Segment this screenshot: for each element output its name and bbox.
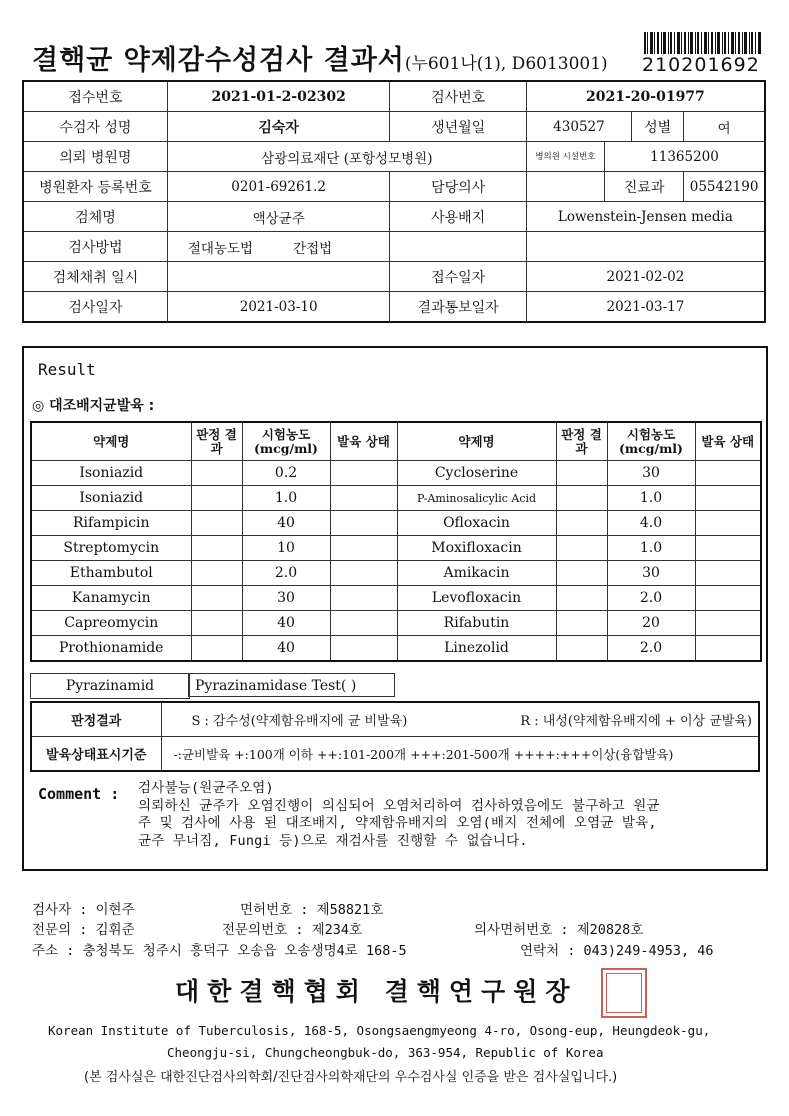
judge-cell	[191, 611, 242, 636]
growth-cell	[330, 486, 397, 511]
conc-cell: 30	[242, 586, 330, 611]
birth-date: 430527	[526, 112, 631, 142]
patient-name: 김숙자	[167, 112, 390, 142]
organization-name: 대한결핵협회 결핵연구원장	[175, 977, 578, 1006]
tester-license: 면허번호 : 제58821호	[240, 902, 384, 918]
col-judge: 판정 결과	[191, 422, 242, 461]
info-row	[23, 262, 765, 292]
drug-name: P-Aminosalicylic Acid	[397, 486, 556, 511]
conc-cell: 2.0	[242, 561, 330, 586]
tester-name: 검사자 : 이현주	[32, 902, 135, 918]
col-judge: 판정 결과	[556, 422, 607, 461]
facility-no: 11365200	[605, 142, 765, 172]
barcode-number: 210201692	[642, 54, 760, 76]
growth-legend-row	[31, 737, 759, 772]
specialist-number: 전문의번호 : 제234호	[222, 922, 363, 938]
test-date: 2021-03-10	[167, 292, 390, 323]
col-conc: 시험농도 (mcg/ml)	[242, 422, 330, 461]
col-drug-name: 약제명	[397, 422, 556, 461]
hospital-name: 삼광의료재단 (포항성모병원)	[167, 142, 526, 172]
hospital-label: 의뢰 병원명	[23, 142, 167, 172]
drug-name: Ethambutol	[31, 561, 191, 586]
patient-info-table	[22, 80, 766, 323]
contact: 연락처 : 043)249-4953, 46	[520, 943, 714, 959]
judge-cell	[556, 511, 607, 536]
comment-label: Comment :	[38, 785, 120, 803]
specimen-label: 검체명	[23, 202, 167, 232]
judge-legend-row	[31, 702, 759, 737]
conc-cell: 10	[242, 536, 330, 561]
drug-name: Isoniazid	[31, 461, 191, 486]
drug-name: Rifabutin	[397, 611, 556, 636]
dept-label: 진료과	[605, 172, 684, 202]
conc-cell: 0.2	[242, 461, 330, 486]
title-code: (누601나(1), D6013001)	[404, 54, 608, 74]
barcode	[644, 32, 762, 54]
judge-cell	[556, 461, 607, 486]
table-row	[31, 561, 761, 586]
drug-name: Prothionamide	[31, 636, 191, 662]
drug-name: Ofloxacin	[397, 511, 556, 536]
drug-name: Rifampicin	[31, 511, 191, 536]
drug-name: Moxifloxacin	[397, 536, 556, 561]
judge-cell	[556, 586, 607, 611]
judge-cell	[191, 636, 242, 662]
collect-date	[167, 262, 390, 292]
comment-line: 검사불능(원균주오염)	[138, 780, 274, 796]
test-no: 2021-20-01977	[526, 81, 765, 112]
growth-cell	[330, 536, 397, 561]
document-title	[32, 38, 608, 77]
growth-legend-label: 발육상태표시기준	[31, 737, 161, 772]
drug-name: Streptomycin	[31, 536, 191, 561]
reception-no-label: 접수번호	[23, 81, 167, 112]
english-address-line1: Korean Institute of Tuberculosis, 168-5, Osongsaengmyeong 4-ro, Osong-eup, Heungdeok-gu,	[48, 1023, 711, 1038]
judge-cell	[191, 536, 242, 561]
method-absolute: 절대농도법	[187, 240, 254, 257]
judge-legend-label: 판정결과	[31, 702, 161, 737]
medium-label: 사용배지	[390, 202, 526, 232]
address: 주소 : 충청북도 청주시 흥덕구 오송읍 오송생명4로 168-5	[32, 943, 407, 959]
growth-cell	[695, 461, 761, 486]
received-label: 접수일자	[390, 262, 526, 292]
judge-cell	[191, 511, 242, 536]
table-row	[31, 536, 761, 561]
table-row	[31, 486, 761, 511]
judge-cell	[556, 486, 607, 511]
specimen-name: 액상균주	[167, 202, 390, 232]
conc-cell: 30	[607, 561, 695, 586]
judge-cell	[556, 636, 607, 662]
info-row	[23, 112, 765, 142]
empty-cell	[390, 232, 526, 262]
certification-note: (본 검사실은 대한진단검사의학회/진단검사의학재단의 우수검사실 인증을 받은 검사실입니다.)	[84, 1070, 618, 1085]
judge-cell	[191, 561, 242, 586]
facility-no-label: 병의원 시설번호	[526, 142, 604, 172]
drug-name: Linezolid	[397, 636, 556, 662]
collect-label: 검체채취 일시	[23, 262, 167, 292]
table-row	[31, 611, 761, 636]
growth-cell	[695, 511, 761, 536]
drug-name: Capreomycin	[31, 611, 191, 636]
comment-text	[138, 780, 660, 850]
comment-line: 의뢰하신 균주가 오염진행이 의심되어 오염처리하여 검사하였음에도 불구하고 원균	[138, 797, 660, 814]
patient-reg-label: 병원환자 등록번호	[23, 172, 167, 202]
col-conc: 시험농도 (mcg/ml)	[607, 422, 695, 461]
patient-reg-no: 0201-69261.2	[167, 172, 390, 202]
dept-code: 05542190	[684, 172, 765, 202]
col-drug-name: 약제명	[31, 422, 191, 461]
test-no-label: 검사번호	[390, 81, 526, 112]
judge-legend-s: S : 감수성(약제함유배지에 균 비발육)	[161, 702, 451, 737]
pyrazinamidase-test: Pyrazinamidase Test( )	[188, 673, 395, 697]
conc-cell: 20	[607, 611, 695, 636]
col-growth: 발육 상태	[330, 422, 397, 461]
info-row	[23, 142, 765, 172]
english-address-line2: Cheongju-si, Chungcheongbuk-do, 363-954, Republic of Korea	[167, 1045, 604, 1060]
conc-cell: 2.0	[607, 636, 695, 662]
conc-cell: 1.0	[607, 536, 695, 561]
judge-cell	[191, 461, 242, 486]
official-seal	[601, 968, 647, 1018]
doctor-label: 담당의사	[390, 172, 526, 202]
drug-table	[30, 421, 762, 662]
col-growth: 발육 상태	[695, 422, 761, 461]
received-date: 2021-02-02	[526, 262, 765, 292]
result-heading: Result	[38, 360, 96, 379]
method-label: 검사방법	[23, 232, 167, 262]
growth-cell	[330, 611, 397, 636]
judge-cell	[556, 561, 607, 586]
growth-cell	[695, 586, 761, 611]
growth-cell	[695, 486, 761, 511]
growth-cell	[330, 636, 397, 662]
table-row	[31, 461, 761, 486]
drug-name: Levofloxacin	[397, 586, 556, 611]
growth-cell	[695, 536, 761, 561]
drug-table-header	[31, 422, 761, 461]
growth-cell	[330, 461, 397, 486]
growth-cell	[695, 561, 761, 586]
sex-value: 여	[684, 112, 765, 142]
comment-line: 균주 무너짐, Fungi 등)으로 재검사를 진행할 수 없습니다.	[138, 832, 528, 849]
growth-cell	[330, 586, 397, 611]
info-row	[23, 172, 765, 202]
drug-name: Amikacin	[397, 561, 556, 586]
conc-cell: 40	[242, 511, 330, 536]
growth-cell	[695, 636, 761, 662]
growth-cell	[330, 561, 397, 586]
pyrazinamide-name: Pyrazinamid	[30, 673, 190, 699]
info-row	[23, 232, 765, 262]
method-values	[167, 232, 390, 262]
method-indirect: 간접법	[293, 240, 333, 257]
birth-label: 생년월일	[390, 112, 526, 142]
control-growth-label: ◎ 대조배지균발육 :	[32, 398, 155, 414]
drug-name: Kanamycin	[31, 586, 191, 611]
growth-cell	[330, 511, 397, 536]
judge-legend-r: R : 내성(약제함유배지에 + 이상 균발육)	[451, 702, 759, 737]
info-row	[23, 292, 765, 323]
conc-cell: 40	[242, 611, 330, 636]
conc-cell: 1.0	[607, 486, 695, 511]
drug-name: Cycloserine	[397, 461, 556, 486]
judge-cell	[556, 536, 607, 561]
specialist-name: 전문의 : 김휘준	[32, 922, 135, 938]
report-date: 2021-03-17	[526, 292, 765, 323]
conc-cell: 4.0	[607, 511, 695, 536]
conc-cell: 30	[607, 461, 695, 486]
doctor-name	[526, 172, 604, 202]
doctor-license: 의사면허번호 : 제20828호	[474, 922, 644, 938]
title-main: 결핵균 약제감수성검사 결과서	[32, 45, 405, 76]
patient-name-label: 수검자 성명	[23, 112, 167, 142]
judge-cell	[191, 586, 242, 611]
comment-line: 주 및 검사에 사용 된 대조배지, 약제함유배지의 오염(배지 전체에 오염균 발육,	[138, 815, 657, 831]
info-row	[23, 202, 765, 232]
judge-cell	[191, 486, 242, 511]
growth-legend-text: -:균비발육 +:100개 이하 ++:101-200개 +++:201-500개 ++++:+++이상(융합발육)	[161, 737, 759, 772]
reception-no: 2021-01-2-02302	[167, 81, 390, 112]
empty-cell	[526, 232, 765, 262]
legend-table	[30, 701, 760, 772]
judge-cell	[556, 611, 607, 636]
conc-cell: 2.0	[607, 586, 695, 611]
info-row	[23, 81, 765, 112]
conc-cell: 1.0	[242, 486, 330, 511]
conc-cell: 40	[242, 636, 330, 662]
growth-cell	[695, 611, 761, 636]
test-date-label: 검사일자	[23, 292, 167, 323]
table-row	[31, 586, 761, 611]
table-row	[31, 636, 761, 662]
drug-name: Isoniazid	[31, 486, 191, 511]
report-label: 결과통보일자	[390, 292, 526, 323]
sex-label: 성별	[632, 112, 684, 142]
medium-name: Lowenstein-Jensen media	[526, 202, 765, 232]
table-row	[31, 511, 761, 536]
